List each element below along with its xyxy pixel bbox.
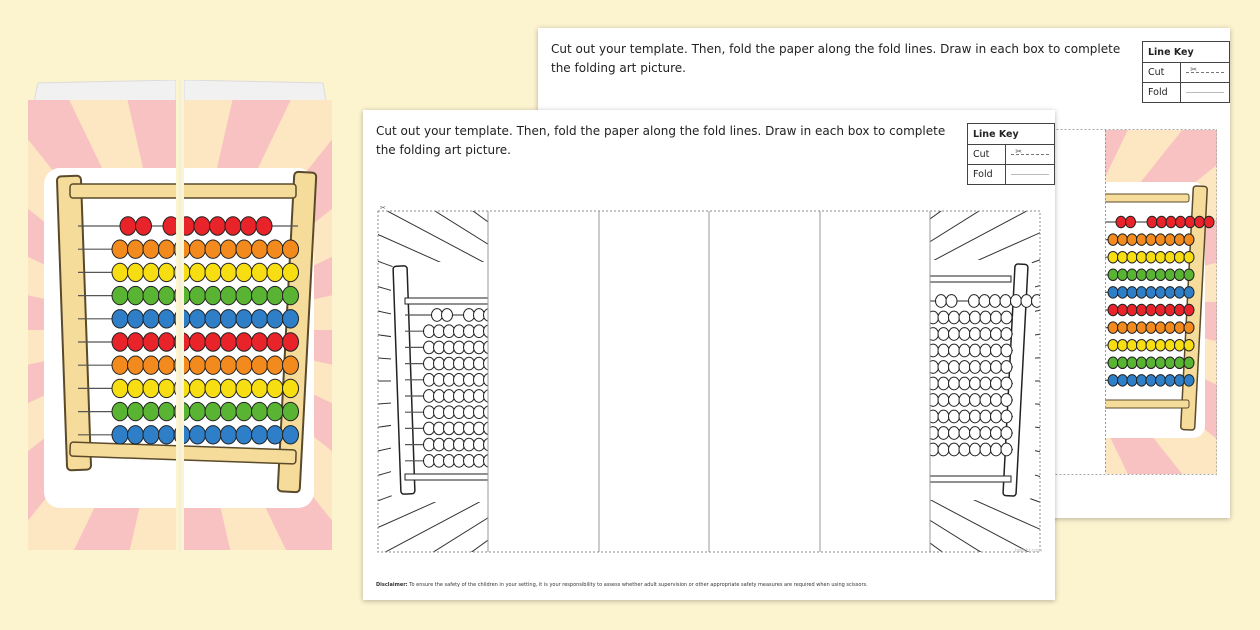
fold-line-sample	[1006, 165, 1055, 185]
disclaimer-label: Disclaimer:	[376, 582, 408, 588]
line-key-title: Line Key	[1143, 42, 1230, 63]
fold-line-sample	[1181, 83, 1230, 103]
cut-line-sample	[1181, 63, 1230, 83]
instructions-text: Cut out your template. Then, fold the paper along the fold lines. Draw in each box to complete the folding art picture.	[376, 124, 946, 157]
scissors-icon: ✂	[380, 206, 386, 212]
folding-template	[377, 206, 1043, 562]
scissors-icon: ✂	[1015, 147, 1023, 156]
line-key-fold-label: Fold	[968, 165, 1006, 185]
cut-line-sample	[1006, 145, 1055, 165]
folded-art-preview	[28, 80, 332, 552]
safety-disclaimer	[376, 582, 868, 588]
line-key-table	[967, 123, 1055, 185]
line-key-cut-label: Cut	[1143, 63, 1181, 83]
scissors-icon: ✂	[1190, 65, 1198, 74]
back-template-outline	[1048, 129, 1230, 477]
instructions-text: Cut out your template. Then, fold the paper along the fold lines. Draw in each box to complete the folding art picture.	[551, 42, 1121, 75]
disclaimer-text: To ensure the safety of the children in your setting, it is your responsibility to assess whether adult supervision or other appropriate safety measures are required when using scissors.	[409, 582, 868, 588]
line-key-title: Line Key	[968, 124, 1055, 145]
line-key-table	[1142, 41, 1230, 103]
line-key-fold-label: Fold	[1143, 83, 1181, 103]
worksheet-page-front	[363, 110, 1055, 600]
watermark: twinkl.com	[1015, 548, 1043, 554]
line-key-cut-label: Cut	[968, 145, 1006, 165]
